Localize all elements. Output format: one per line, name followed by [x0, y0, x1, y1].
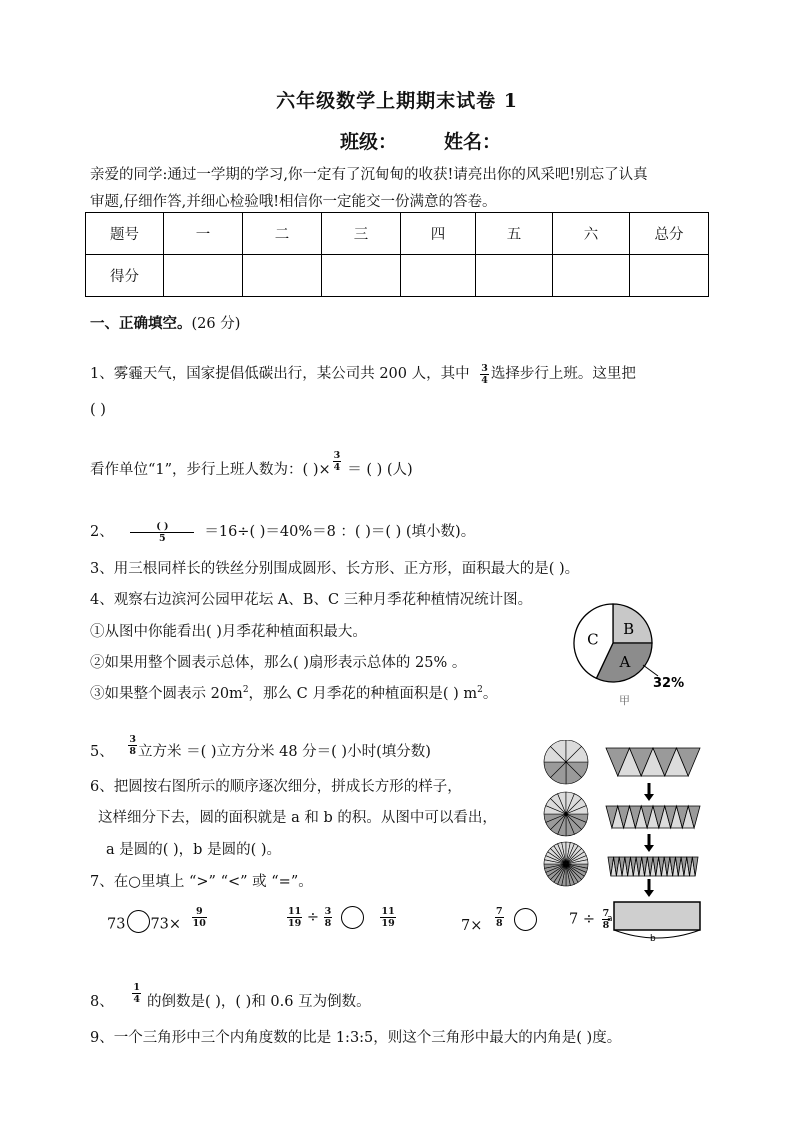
intro-line-1: 亲爱的同学:通过一学期的学习,你一定有了沉甸甸的收获!请亮出你的风采吧!别忘了认真: [90, 167, 648, 183]
q4-sub-2: ②如果用整个圆表示总体，那么( )扇形表示总体的 25% 。: [90, 655, 467, 671]
compare-circle[interactable]: [127, 910, 150, 933]
question-8: [90, 981, 371, 1011]
name-label: 姓名：: [444, 131, 502, 153]
q8-rest: 的倒数是( )，( )和 0.6 互为倒数。: [146, 994, 371, 1010]
compare-circle[interactable]: [514, 908, 537, 931]
down-arrow-icon: [644, 879, 654, 897]
q7-expression-2: $\frac{11}{19}$ ÷ $\frac{3}{8}$ $\frac{11}{19}$: [288, 906, 395, 929]
q7-expression-4: 7 ÷ $\frac{7}{8}$: [569, 908, 610, 931]
q7-e2-fraction-1: $\frac{11}{19}$: [288, 906, 302, 929]
q5-fraction: $\frac{3}{8}$: [129, 733, 136, 757]
q1-text-a: 1、雾霾天气，国家提倡低碳出行，某公司共 200 人，其中: [90, 366, 470, 382]
score-cell[interactable]: [401, 255, 476, 297]
q1-line2-b: ＝ ( ) (人): [347, 462, 413, 478]
table-header: 五: [476, 213, 553, 255]
q8-number: 8、: [90, 994, 114, 1010]
pie-label: B: [623, 619, 635, 638]
page-title: 六年级数学上期期末试卷 1: [276, 90, 518, 112]
score-table: [85, 212, 709, 297]
table-header: 总分: [630, 213, 709, 255]
q1-line2-fraction: $\frac{3}{4}$: [333, 449, 341, 473]
pie-label: A: [619, 653, 631, 672]
q7-expression-3: 7× $\frac{7}{8}$: [461, 918, 537, 934]
q5-rest: 立方米 ＝( )立方分米 48 分＝( )小时(填分数): [137, 744, 431, 760]
q7-e2-fraction-3: $\frac{11}{19}$: [381, 906, 395, 929]
score-row-label: 得分: [86, 255, 164, 297]
q1-fraction: $\frac{3}{4}$: [481, 362, 488, 386]
table-header: 二: [243, 213, 322, 255]
score-table-row: [86, 255, 709, 297]
q1-line2-a: 看作单位“1”，步行上班人数为：( )×: [90, 462, 331, 478]
table-header: 六: [553, 213, 630, 255]
q4-sub-1: ①从图中你能看出( )月季花种植面积最大。: [90, 624, 367, 640]
class-label: 班级：: [340, 131, 398, 153]
q7-e4-fraction: $\frac{7}{8}$: [602, 908, 610, 931]
q5-number: 5、: [90, 744, 114, 760]
circle-subdivision-figure: [540, 740, 710, 945]
table-header: 题号: [86, 213, 164, 255]
a-label: a: [607, 914, 613, 924]
q7-e3-fraction: $\frac{7}{8}$: [495, 905, 503, 929]
question-5: [90, 733, 431, 761]
section-1-title: 一、正确填空。: [90, 315, 192, 332]
table-header: 四: [401, 213, 476, 255]
q7-expression-1: 73 73× $\frac{9}{10}$: [107, 906, 206, 933]
q7-e2-fraction-2: $\frac{3}{8}$: [324, 906, 332, 929]
q2-rest: ＝16÷( )＝40%＝8 ：( )＝( ) (填小数)。: [204, 524, 476, 540]
pie-caption: 甲: [619, 694, 630, 707]
section-1-heading: [90, 312, 240, 333]
question-9: 9、一个三角形中三个内角度数的比是 1:3:5，则这个三角形中最大的内角是( )度。: [90, 1030, 622, 1046]
down-arrow-icon: [644, 834, 654, 852]
q8-fraction: $\frac{1}{4}$: [133, 981, 140, 1005]
q1-blank[interactable]: ( ): [90, 402, 106, 418]
table-header: 一: [164, 213, 243, 255]
intro-line-2: 审题,仔细作答,并细心检验哦!相信你一定能交一份满意的答卷。: [90, 194, 497, 210]
question-2: [90, 520, 475, 544]
leader-line: [643, 665, 658, 676]
score-cell[interactable]: [322, 255, 401, 297]
b-label: b: [650, 934, 656, 944]
q1-text-b: 选择步行上班。这里把: [490, 366, 636, 382]
question-1: [90, 362, 636, 386]
q4-sub-3: ③如果整个圆表示 $20m^2$，那么 C 月季花的种植面积是( ) $m^2$。: [90, 685, 498, 702]
pie-chart: [566, 598, 696, 708]
question-1-line-2: [90, 449, 413, 479]
q2-number: 2、: [90, 524, 114, 540]
score-cell[interactable]: [164, 255, 243, 297]
table-header: 三: [322, 213, 401, 255]
q2-fraction: $\frac{( )}{5}$: [130, 521, 194, 544]
down-arrow-icon: [644, 783, 654, 801]
compare-circle[interactable]: [341, 906, 364, 929]
score-cell[interactable]: [553, 255, 630, 297]
question-4: 4、观察右边滨河公园甲花坛 A、B、C 三种月季花种植情况统计图。: [90, 592, 533, 608]
q7-e1-fraction: $\frac{9}{10}$: [192, 906, 206, 929]
final-rectangle: [614, 902, 700, 930]
question-3: 3、用三根同样长的铁丝分别围成圆形、长方形、正方形，面积最大的是( )。: [90, 561, 580, 577]
q6-line-3: a 是圆的( )，b 是圆的( )。: [106, 842, 281, 858]
score-table-header-row: [86, 213, 709, 255]
q6-line-2: 这样细分下去，圆的面积就是 a 和 b 的积。从图中可以看出，: [98, 810, 497, 826]
score-cell[interactable]: [243, 255, 322, 297]
section-1-points: (26 分): [191, 316, 241, 332]
pie-percent-label: 32%: [653, 676, 685, 691]
question-7: 7、在○里填上 “>” “<” 或 “=”。: [90, 874, 313, 890]
score-cell[interactable]: [630, 255, 709, 297]
score-cell[interactable]: [476, 255, 553, 297]
q6-line-1: 6、把圆按右图所示的顺序逐次细分，拼成长方形的样子，: [90, 779, 462, 795]
pie-label: C: [587, 630, 599, 649]
